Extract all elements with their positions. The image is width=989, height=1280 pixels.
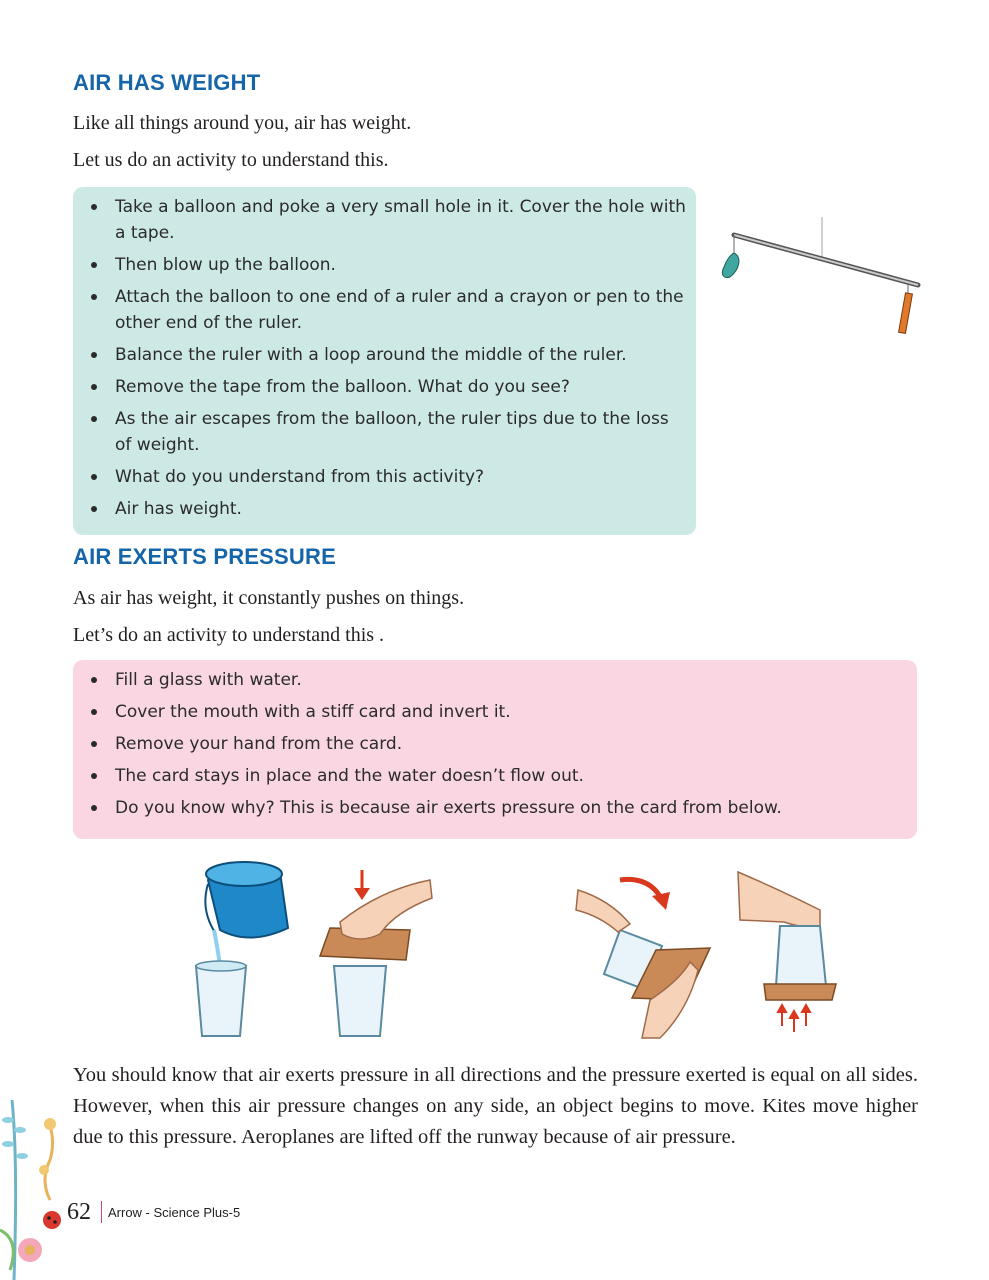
page-footer: [67, 1196, 240, 1228]
page-number: 62: [67, 1198, 91, 1225]
section1-lead: Let us do an activity to understand this.: [73, 149, 389, 171]
list-item: The card stays in place and the water doesn’t flow out.: [73, 763, 909, 789]
glass-icon: [196, 961, 246, 1036]
hand-icon: [576, 890, 630, 932]
section1-intro: Like all things around you, air has weight.: [73, 112, 412, 134]
list-item: What do you understand from this activity?: [73, 464, 688, 490]
upward-arrows-icon: [778, 1005, 810, 1032]
section-heading-air-exerts-pressure: AIR EXERTS PRESSURE: [73, 544, 336, 569]
list-item: Remove the tape from the balloon. What do you see?: [73, 374, 688, 400]
inverted-glass-illustration: [180, 850, 840, 1045]
floral-corner-decoration: [0, 1100, 70, 1280]
down-arrow-icon: [354, 888, 370, 900]
list-item: As the air escapes from the balloon, the ruler tips due to the loss of weight.: [73, 406, 688, 458]
body-paragraph: You should know that air exerts pressure in all directions and the pressure exerted is equal on all sides. However, when this air pressure changes on any side, an object begins to move. Kites move higher due to this pressure. Aeroplanes are lifted off the runway because of air pressure.: [73, 1064, 918, 1148]
activity-steps-weight: [73, 194, 688, 522]
glass-icon: [334, 966, 386, 1036]
list-item: Balance the ruler with a loop around the middle of the ruler.: [73, 342, 688, 368]
activity-box-pressure: [73, 660, 917, 839]
pouring-jug-icon: [205, 862, 288, 966]
list-item: Then blow up the balloon.: [73, 252, 688, 278]
section2-intro: As air has weight, it constantly pushes on things.: [73, 587, 465, 609]
section-heading-air-has-weight: AIR HAS WEIGHT: [73, 70, 261, 95]
ladybug-icon: [43, 1211, 61, 1229]
list-item: Take a balloon and poke a very small hole in it. Cover the hole with a tape.: [73, 194, 688, 246]
list-item: Remove your hand from the card.: [73, 731, 909, 757]
footer-divider: [101, 1201, 102, 1223]
section2-lead: Let’s do an activity to understand this .: [73, 624, 385, 646]
activity-steps-pressure: [73, 667, 909, 821]
ruler-balance-illustration: [712, 215, 927, 345]
list-item: Air has weight.: [73, 496, 688, 522]
activity-box-weight: [73, 187, 696, 535]
balloon-icon: [722, 253, 739, 278]
list-item: Cover the mouth with a stiff card and invert it.: [73, 699, 909, 725]
book-title: Arrow - Science Plus-5: [108, 1204, 241, 1220]
list-item: Fill a glass with water.: [73, 667, 909, 693]
glass-icon: [776, 926, 826, 986]
card-icon: [764, 984, 836, 1000]
list-item: Do you know why? This is because air exerts pressure on the card from below.: [73, 795, 909, 821]
list-item: Attach the balloon to one end of a ruler and a crayon or pen to the other end of the ruler.: [73, 284, 688, 336]
crayon-icon: [899, 293, 913, 334]
hand-icon: [738, 872, 820, 930]
